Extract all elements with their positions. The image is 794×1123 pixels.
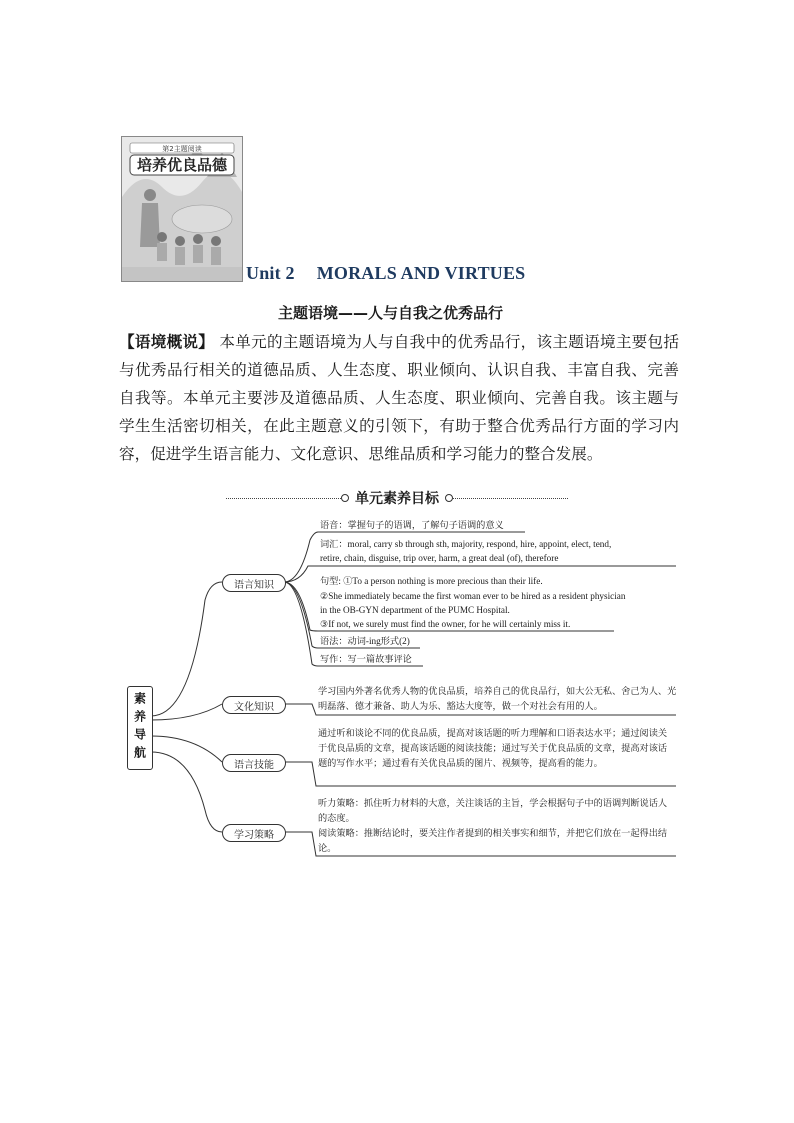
category-culture-knowledge — [222, 696, 286, 714]
vocabulary-item-line2: retire, chain, disguise, trip over, harm, a great deal (of), therefore — [320, 553, 559, 563]
reading-strategy-text: 阅读策略：推断结论时，要关注作者提到的相关事实和细节，并把它们放在一起得出结论。 — [318, 828, 668, 853]
category-language-skills — [222, 754, 286, 772]
book-cover-image — [121, 136, 243, 282]
vocabulary-item-line1: 词汇：moral, carry sb through sth, majority, respond, hire, appoint, elect, tend, — [320, 539, 612, 549]
bullet-dot — [341, 494, 349, 502]
writing-item: 写作：写一篇故事评论 — [320, 654, 412, 664]
mindmap-root — [127, 686, 153, 770]
cover-caption: 培养优良品德 — [136, 156, 228, 174]
theme-context: 主题语境——人与自我之优秀品行 — [278, 304, 504, 322]
sentence-pattern-1: 句型: ①To a person nothing is more precious than their life. — [320, 576, 543, 586]
root-label: 素养导航 — [132, 692, 147, 764]
category-label: 学习策略 — [234, 829, 274, 841]
section-heading — [226, 489, 568, 507]
culture-knowledge-text: 学习国内外著名优秀人物的优良品质，培养自己的优良品行，如大公无私、舍己为人、光明磊落、德才兼备、助人为乐、豁达大度等，做一个对社会有用的人。 — [318, 686, 677, 711]
category-language-knowledge — [222, 574, 286, 592]
bullet-dot — [445, 494, 453, 502]
category-learning-strategies — [222, 824, 286, 842]
dotted-divider — [226, 498, 341, 499]
context-overview — [119, 328, 679, 468]
unit-number: Unit 2 — [246, 263, 295, 283]
sentence-pattern-3: ③If not, we surely must find the owner, for he will certainly miss it. — [320, 619, 571, 629]
cover-top-text: 第2主题阅读 — [162, 145, 202, 153]
grammar-item: 语法：动词-ing形式(2) — [320, 636, 410, 646]
sentence-pattern-2-cont: in the OB-GYN department of the PUMC Hospital. — [320, 605, 510, 615]
section-title: 单元素养目标 — [355, 491, 439, 507]
overview-body: 本单元的主题语境为人与自我中的优秀品行，该主题语境主要包括与优秀品行相关的道德品质、人生态度、职业倾向、认识自我、丰富自我、完善自我等。本单元主要涉及道德品质、人生态度、职业倾向、完善自我。该主题与学生生活密切相关，在此主题意义的引领下，有助于整合优秀品行方面的学习内容，促进学生语言能力、文化意识、思维品质和学习能力的整合发展。 — [119, 333, 679, 463]
unit-name: MORALS AND VIRTUES — [316, 263, 526, 283]
category-label: 文化知识 — [234, 701, 274, 713]
category-label: 语言知识 — [234, 579, 274, 591]
listening-strategy-text: 听力策略：抓住听力材料的大意，关注谈话的主旨，学会根据句子中的语调判断说话人的态度。 — [318, 798, 668, 823]
language-skills-text: 通过听和谈论不同的优良品质，提高对该话题的听力理解和口语表达水平；通过阅读关于优良品质的文章，提高该话题的阅读技能；通过写关于优良品质的文章，提高对该话题的写作水平；通过看有关优良品质的图片、视频等，提高看的能力。 — [318, 728, 668, 768]
sentence-pattern-2: ②She immediately became the first woman ever to be hired as a resident physician — [320, 591, 626, 601]
overview-lead: 【语境概说】 — [119, 333, 215, 351]
unit-title — [246, 263, 525, 284]
pronunciation-item: 语音：掌握句子的语调，了解句子语调的意义 — [320, 520, 504, 530]
dotted-divider — [453, 498, 568, 499]
category-label: 语言技能 — [234, 759, 274, 771]
